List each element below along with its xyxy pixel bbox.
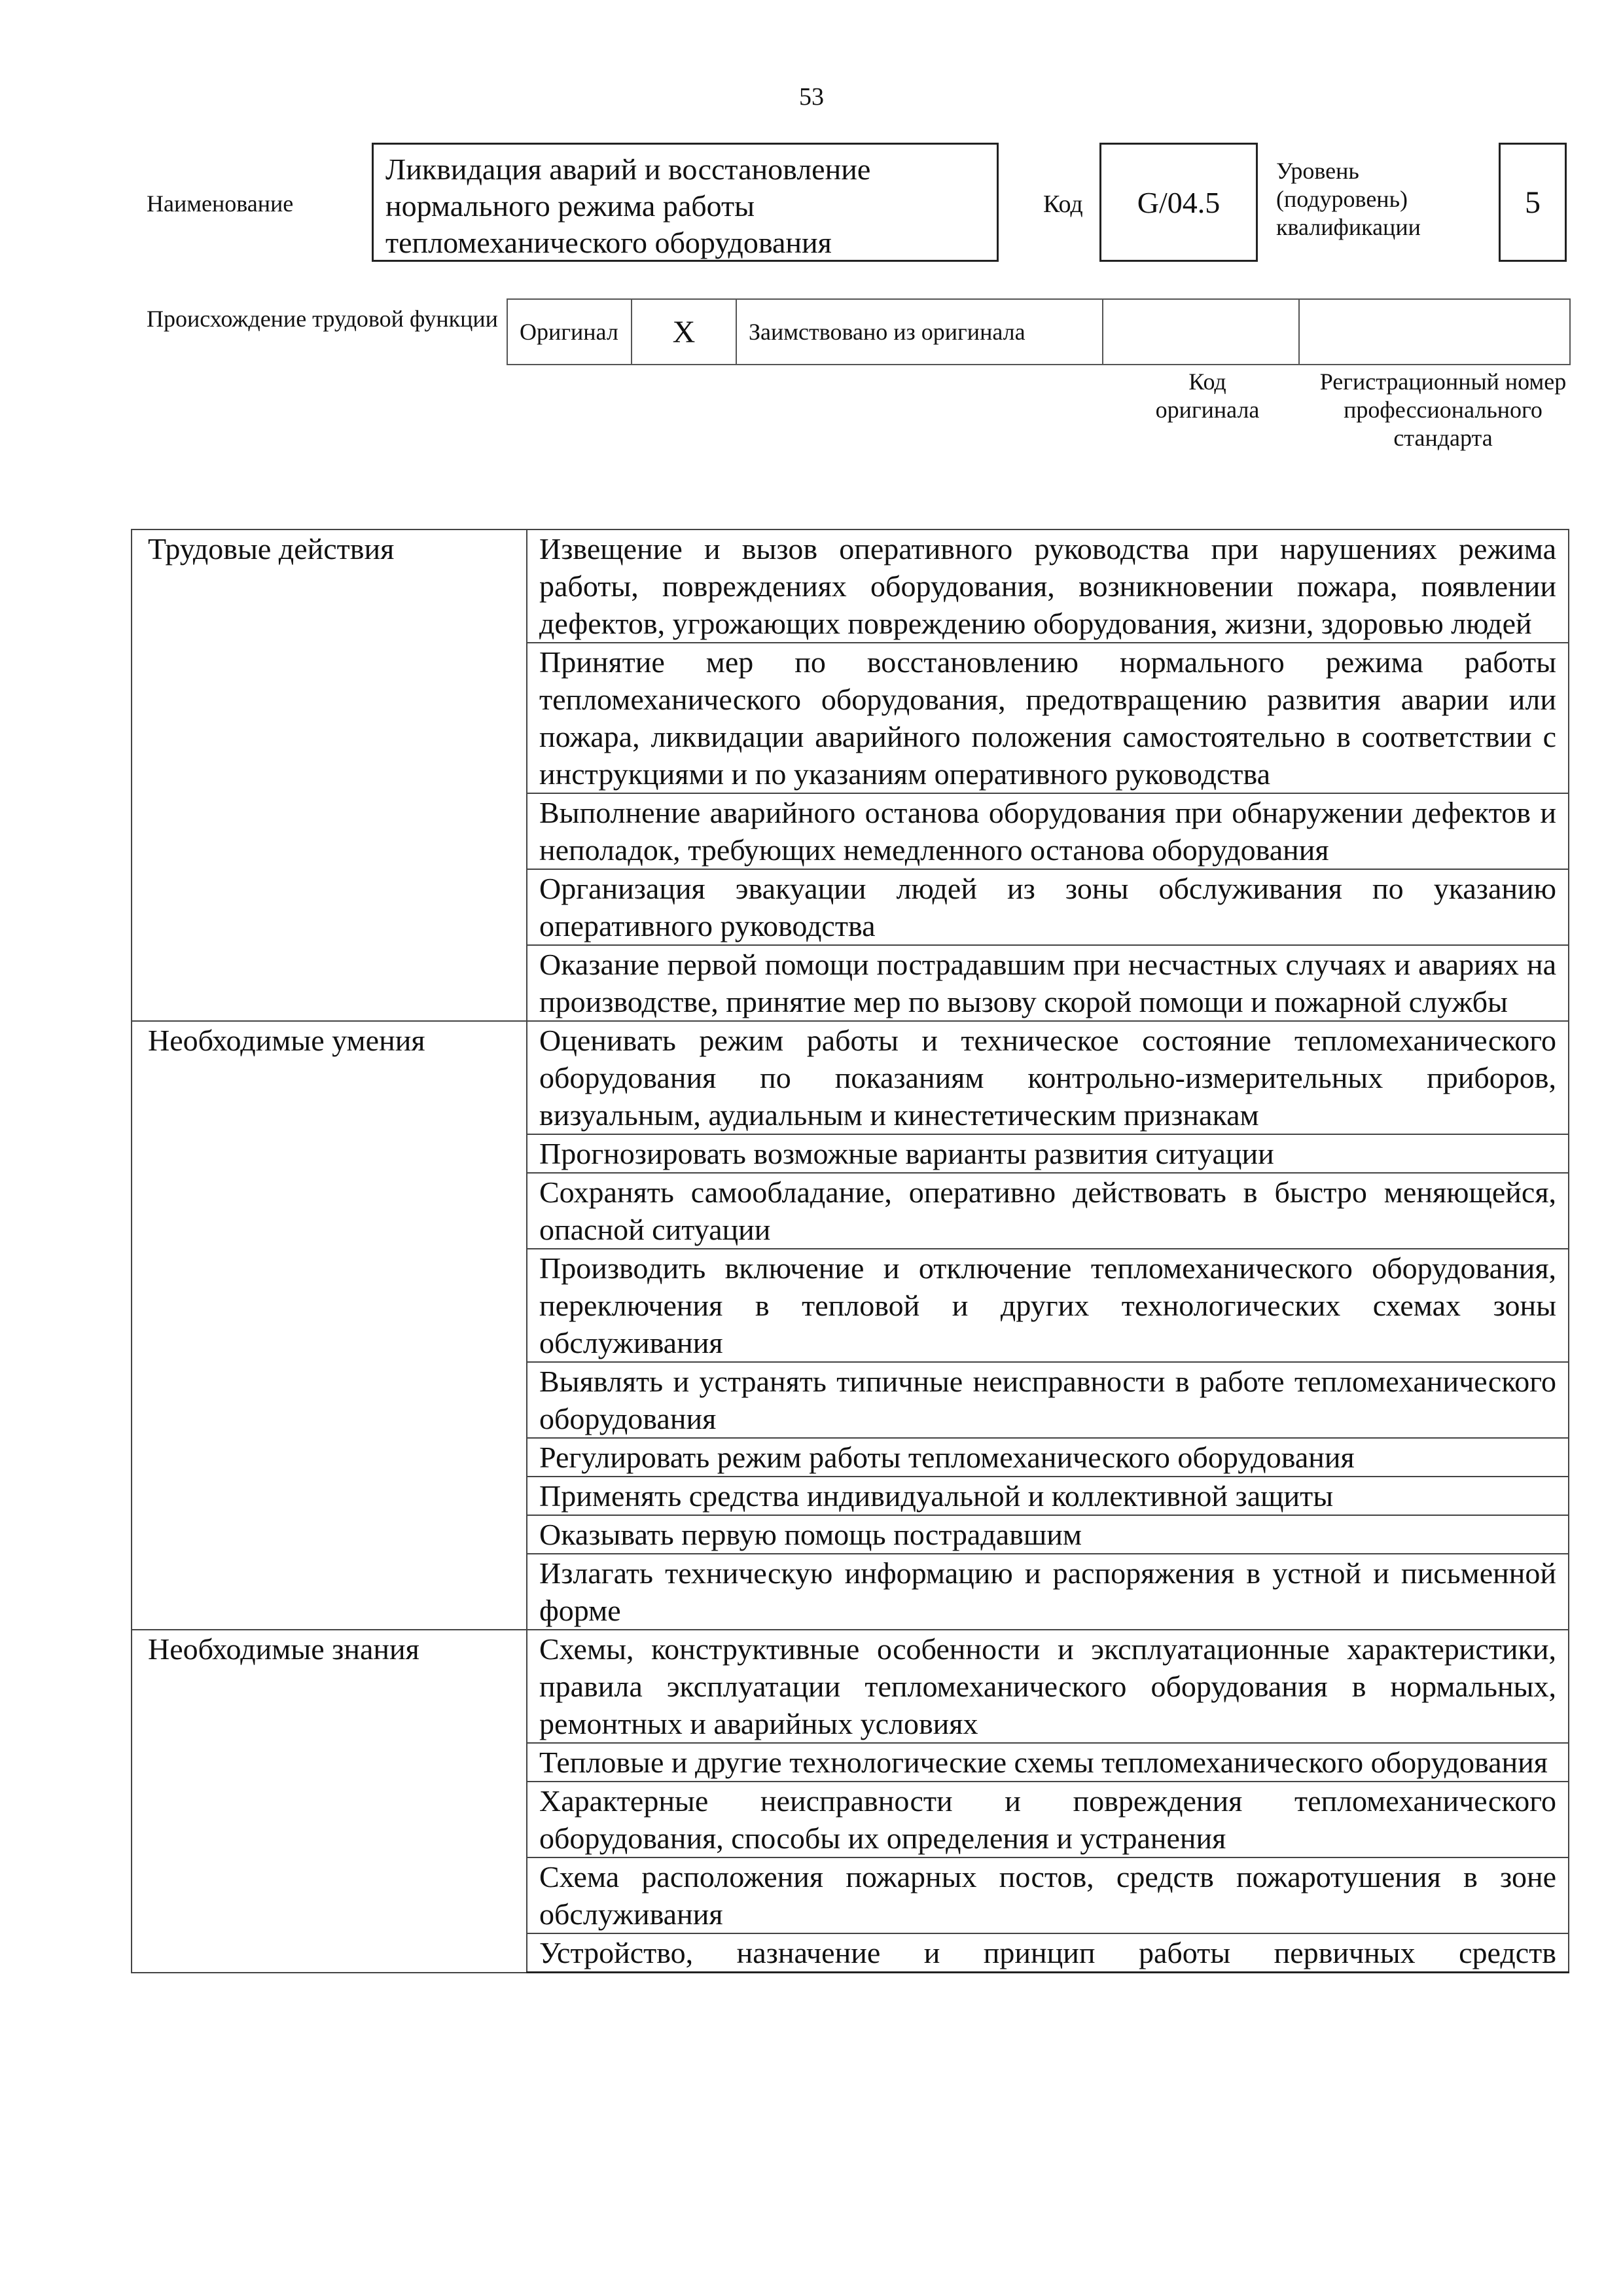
table-row: Оказывать первую помощь пострадавшим	[527, 1515, 1569, 1554]
code-value: G/04.5	[1099, 143, 1258, 262]
table-row: Производить включение и отключение тепломеханического оборудования, переключения в тепловой и других технологических схемах зоны обслуживания	[527, 1249, 1569, 1362]
table-row: Сохранять самообладание, оперативно действовать в быстро меняющейся, опасной ситуации	[527, 1173, 1569, 1249]
level-label: Уровень (подуровень) квалификации	[1276, 158, 1421, 241]
origin-borrowed-label: Заимствовано из оригинала	[736, 299, 1103, 365]
code-original-caption: Код оригинала	[1155, 368, 1260, 423]
origin-original-mark: X	[632, 299, 736, 365]
table-row: Выполнение аварийного останова оборудования при обнаружении дефектов и неполадок, требующих немедленного останова оборудования	[527, 793, 1569, 869]
code-label: Код	[1043, 190, 1083, 218]
origin-table	[507, 298, 1571, 365]
section-title-labor-actions: Трудовые действия	[132, 529, 527, 1021]
origin-label: Происхождение трудовой функции	[147, 306, 498, 332]
table-row: Схема расположения пожарных постов, средств пожаротушения в зоне обслуживания	[527, 1857, 1569, 1933]
labor-function-table	[131, 529, 1569, 1973]
table-row	[527, 1933, 1569, 1973]
table-row: Принятие мер по восстановлению нормального режима работы тепломеханического оборудования, предотвращению развития аварии или пожара, ликвидации аварийного положения самостоятельно в соответствии с инструкциями и по указаниям оперативного руководства	[527, 643, 1569, 793]
origin-original-label: Оригинал	[507, 299, 632, 365]
page-number: 53	[799, 83, 824, 111]
reg-number-caption: Регистрационный номер профессионального стандарта	[1319, 368, 1567, 452]
function-title: Ликвидация аварий и восстановление нормального режима работы тепломеханического оборудования	[372, 143, 999, 262]
table-row: Применять средства индивидуальной и коллективной защиты	[527, 1477, 1569, 1515]
table-row: Прогнозировать возможные варианты развития ситуации	[527, 1134, 1569, 1173]
table-row: Оказание первой помощи пострадавшим при несчастных случаях и авариях на производстве, принятие мер по вызову скорой помощи и пожарной службы	[527, 945, 1569, 1021]
level-value: 5	[1499, 143, 1567, 262]
origin-reg-number-cell	[1299, 299, 1570, 365]
origin-code-cell	[1103, 299, 1299, 365]
section-title-required-knowledge: Необходимые знания	[132, 1630, 527, 1973]
table-row: Выявлять и устранять типичные неисправности в работе тепломеханического оборудования	[527, 1362, 1569, 1438]
table-row: Организация эвакуации людей из зоны обслуживания по указанию оперативного руководства	[527, 869, 1569, 945]
table-row-cut-text: Устройство, назначение и принцип работы первичных средств	[539, 1936, 1556, 1969]
name-label: Наименование	[147, 190, 294, 217]
table-row: Регулировать режим работы тепломеханического оборудования	[527, 1438, 1569, 1477]
table-row: Излагать техническую информацию и распоряжения в устной и письменной форме	[527, 1554, 1569, 1630]
table-row: Тепловые и другие технологические схемы тепломеханического оборудования	[527, 1743, 1569, 1782]
table-row: Характерные неисправности и повреждения тепломеханического оборудования, способы их определения и устранения	[527, 1782, 1569, 1857]
table-row: Извещение и вызов оперативного руководства при нарушениях режима работы, повреждениях оборудования, возникновении пожара, появлении дефектов, угрожающих повреждению оборудования, жизни, здоровью людей	[527, 529, 1569, 643]
section-title-required-skills: Необходимые умения	[132, 1021, 527, 1630]
table-row: Оценивать режим работы и техническое состояние тепломеханического оборудования по показаниям контрольно-измерительных приборов, визуальным, аудиальным и кинестетическим признакам	[527, 1021, 1569, 1134]
table-row: Схемы, конструктивные особенности и эксплуатационные характеристики, правила эксплуатации тепломеханического оборудования в нормальных, ремонтных и аварийных условиях	[527, 1630, 1569, 1743]
